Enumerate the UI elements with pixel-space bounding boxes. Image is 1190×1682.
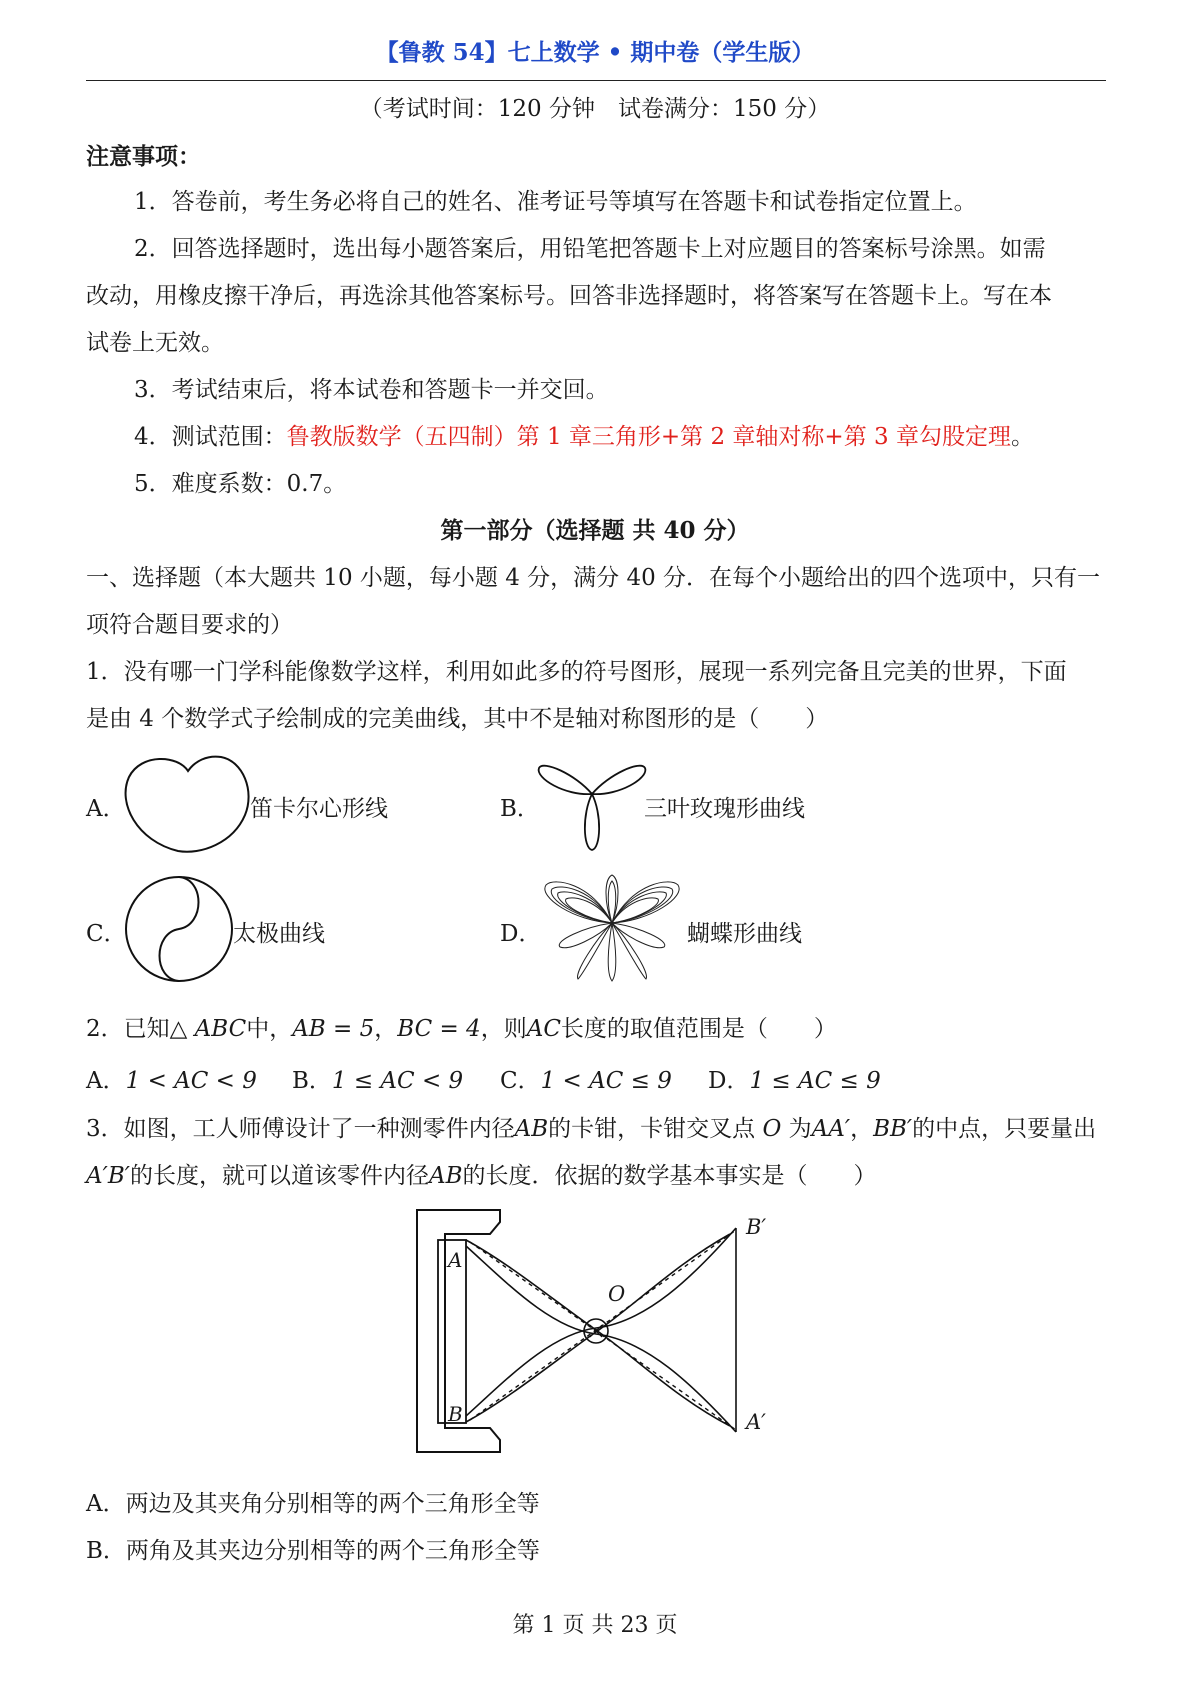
q3-ab: AB (514, 1116, 549, 1142)
q3-text-4: ， (850, 1116, 874, 1142)
q2-option-b (292, 1062, 463, 1095)
q2-text-1: 中， (246, 1016, 293, 1042)
q3-option-b-text: 两角及其夹边分别相等的两个三角形全等 (125, 1538, 540, 1564)
q2-bc: BC = 4 (397, 1016, 481, 1042)
q2-ab: AB = 5 (292, 1016, 375, 1042)
q2-option-a-letter: A． (86, 1068, 126, 1094)
q2-ac: AC (526, 1016, 561, 1042)
caliper-label-a: A (448, 1248, 463, 1272)
q3-text-1: 3．如图，工人师傅设计了一种测零件内径 (86, 1116, 515, 1142)
q2-option-d (708, 1062, 881, 1095)
q2-comma: ， (374, 1016, 398, 1042)
q2-text-3: 长度的取值范围是（ ） (560, 1016, 837, 1042)
part1-intro-line-1: 一、选择题（本大题共 10 小题，每小题 4 分，满分 40 分．在每个小题给出的四个选项中，只有一 (86, 565, 1101, 591)
three-leaf-rose-figure (535, 752, 650, 852)
note-item-4 (134, 418, 1034, 451)
q1-option-c-letter: C． (86, 921, 127, 947)
note-item-5: 5．难度系数：0.7。 (134, 471, 347, 497)
q3-text-7: 的长度．依据的数学基本事实是（ ） (462, 1163, 877, 1189)
q2-triangle: △ ABC (169, 1016, 247, 1042)
q1-option-b-caption: 三叶玫瑰形曲线 (644, 796, 805, 822)
caliper-label-o: O (608, 1282, 626, 1306)
q3-text-5: 的中点，只要量出 (912, 1116, 1097, 1142)
q2-number: 2．已知 (86, 1016, 170, 1042)
q1-stem-line-2: 是由 4 个数学式子绘制成的完美曲线，其中不是轴对称图形的是（ ） (86, 706, 829, 732)
q2-stem (86, 1010, 837, 1043)
q3-option-a-letter: A． (86, 1491, 126, 1517)
q3-option-a-text: 两边及其夹角分别相等的两个三角形全等 (125, 1491, 540, 1517)
q3-option-a (86, 1485, 540, 1518)
part1-title: 第一部分（选择题 共 40 分） (440, 517, 750, 544)
note-item-2-line-2: 改动，用橡皮擦干净后，再选涂其他答案标号。回答非选择题时，将答案写在答题卡上。写在本 (86, 283, 1052, 309)
note-item-3: 3．考试结束后，将本试卷和答题卡一并交回。 (134, 377, 609, 403)
q3-option-b (86, 1532, 540, 1565)
note-item-2-line-1: 2．回答选择题时，选出每小题答案后，用铅笔把答题卡上对应题目的答案标号涂黑。如需 (134, 236, 1046, 262)
caliper-label-a-prime: A′ (746, 1410, 766, 1434)
caliper-figure (400, 1200, 790, 1470)
note-item-2-line-3: 试卷上无效。 (86, 330, 224, 356)
q1-option-a-caption: 笛卡尔心形线 (250, 796, 388, 822)
q1-option-a-letter: A． (86, 796, 126, 822)
q3-bb: BB′ (873, 1116, 913, 1142)
q3-ab-2: AB (428, 1163, 463, 1189)
q3-option-b-letter: B． (86, 1538, 126, 1564)
q1-option-b-letter: B． (500, 796, 540, 822)
q2-option-d-expr: 1 ≤ AC ≤ 9 (749, 1068, 881, 1094)
q3-text-2: 的卡钳，卡钳交叉点 (548, 1116, 756, 1142)
document-header-title: 【鲁教 54】七上数学 • 期中卷（学生版） (375, 39, 815, 66)
exam-info: （考试时间：120 分钟 试卷满分：150 分） (359, 96, 831, 122)
page-footer: 第 1 页 共 23 页 (512, 1613, 678, 1638)
q2-text-2: ，则 (480, 1016, 527, 1042)
q2-option-c (500, 1062, 672, 1095)
q2-option-d-letter: D． (708, 1068, 750, 1094)
q2-option-b-expr: 1 ≤ AC < 9 (331, 1068, 464, 1094)
q3-stem-line-1 (86, 1110, 1096, 1143)
q1-option-c-caption: 太极曲线 (233, 921, 325, 947)
q3-text-3: 为 (788, 1116, 812, 1142)
q2-option-c-letter: C． (500, 1068, 541, 1094)
cardioid-figure (123, 753, 253, 855)
q2-option-c-expr: 1 < AC ≤ 9 (540, 1068, 672, 1094)
note-item-4-suffix: 。 (1010, 424, 1034, 450)
note-item-4-prefix: 4．测试范围： (134, 424, 287, 450)
header-divider (86, 80, 1106, 81)
part1-intro-line-2: 项符合题目要求的） (86, 612, 293, 638)
caliper-label-b-prime: B′ (746, 1215, 767, 1239)
q3-stem-line-2 (86, 1157, 876, 1190)
q3-apbp: A′B′ (86, 1163, 130, 1189)
taiji-figure (123, 875, 235, 983)
q2-option-a-expr: 1 < AC < 9 (125, 1068, 257, 1094)
q1-option-d-caption: 蝴蝶形曲线 (687, 921, 802, 947)
q3-o: O (762, 1116, 782, 1142)
caliper-label-b: B (448, 1402, 463, 1426)
butterfly-curve-figure (540, 873, 685, 983)
q2-option-b-letter: B． (292, 1068, 332, 1094)
notes-title: 注意事项： (86, 143, 201, 170)
q1-stem-line-1: 1．没有哪一门学科能像数学这样，利用如此多的符号图形，展现一系列完备且完美的世界，下面 (86, 659, 1067, 685)
note-item-1: 1．答卷前，考生务必将自己的姓名、准考证号等填写在答题卡和试卷指定位置上。 (134, 189, 977, 215)
test-range: 鲁教版数学（五四制）第 1 章三角形+第 2 章轴对称+第 3 章勾股定理 (286, 424, 1011, 450)
q1-option-d-letter: D． (500, 921, 542, 947)
q3-text-6: 的长度，就可以道该零件内径 (129, 1163, 429, 1189)
q3-aa: AA′ (811, 1116, 851, 1142)
q2-option-a (86, 1062, 257, 1095)
